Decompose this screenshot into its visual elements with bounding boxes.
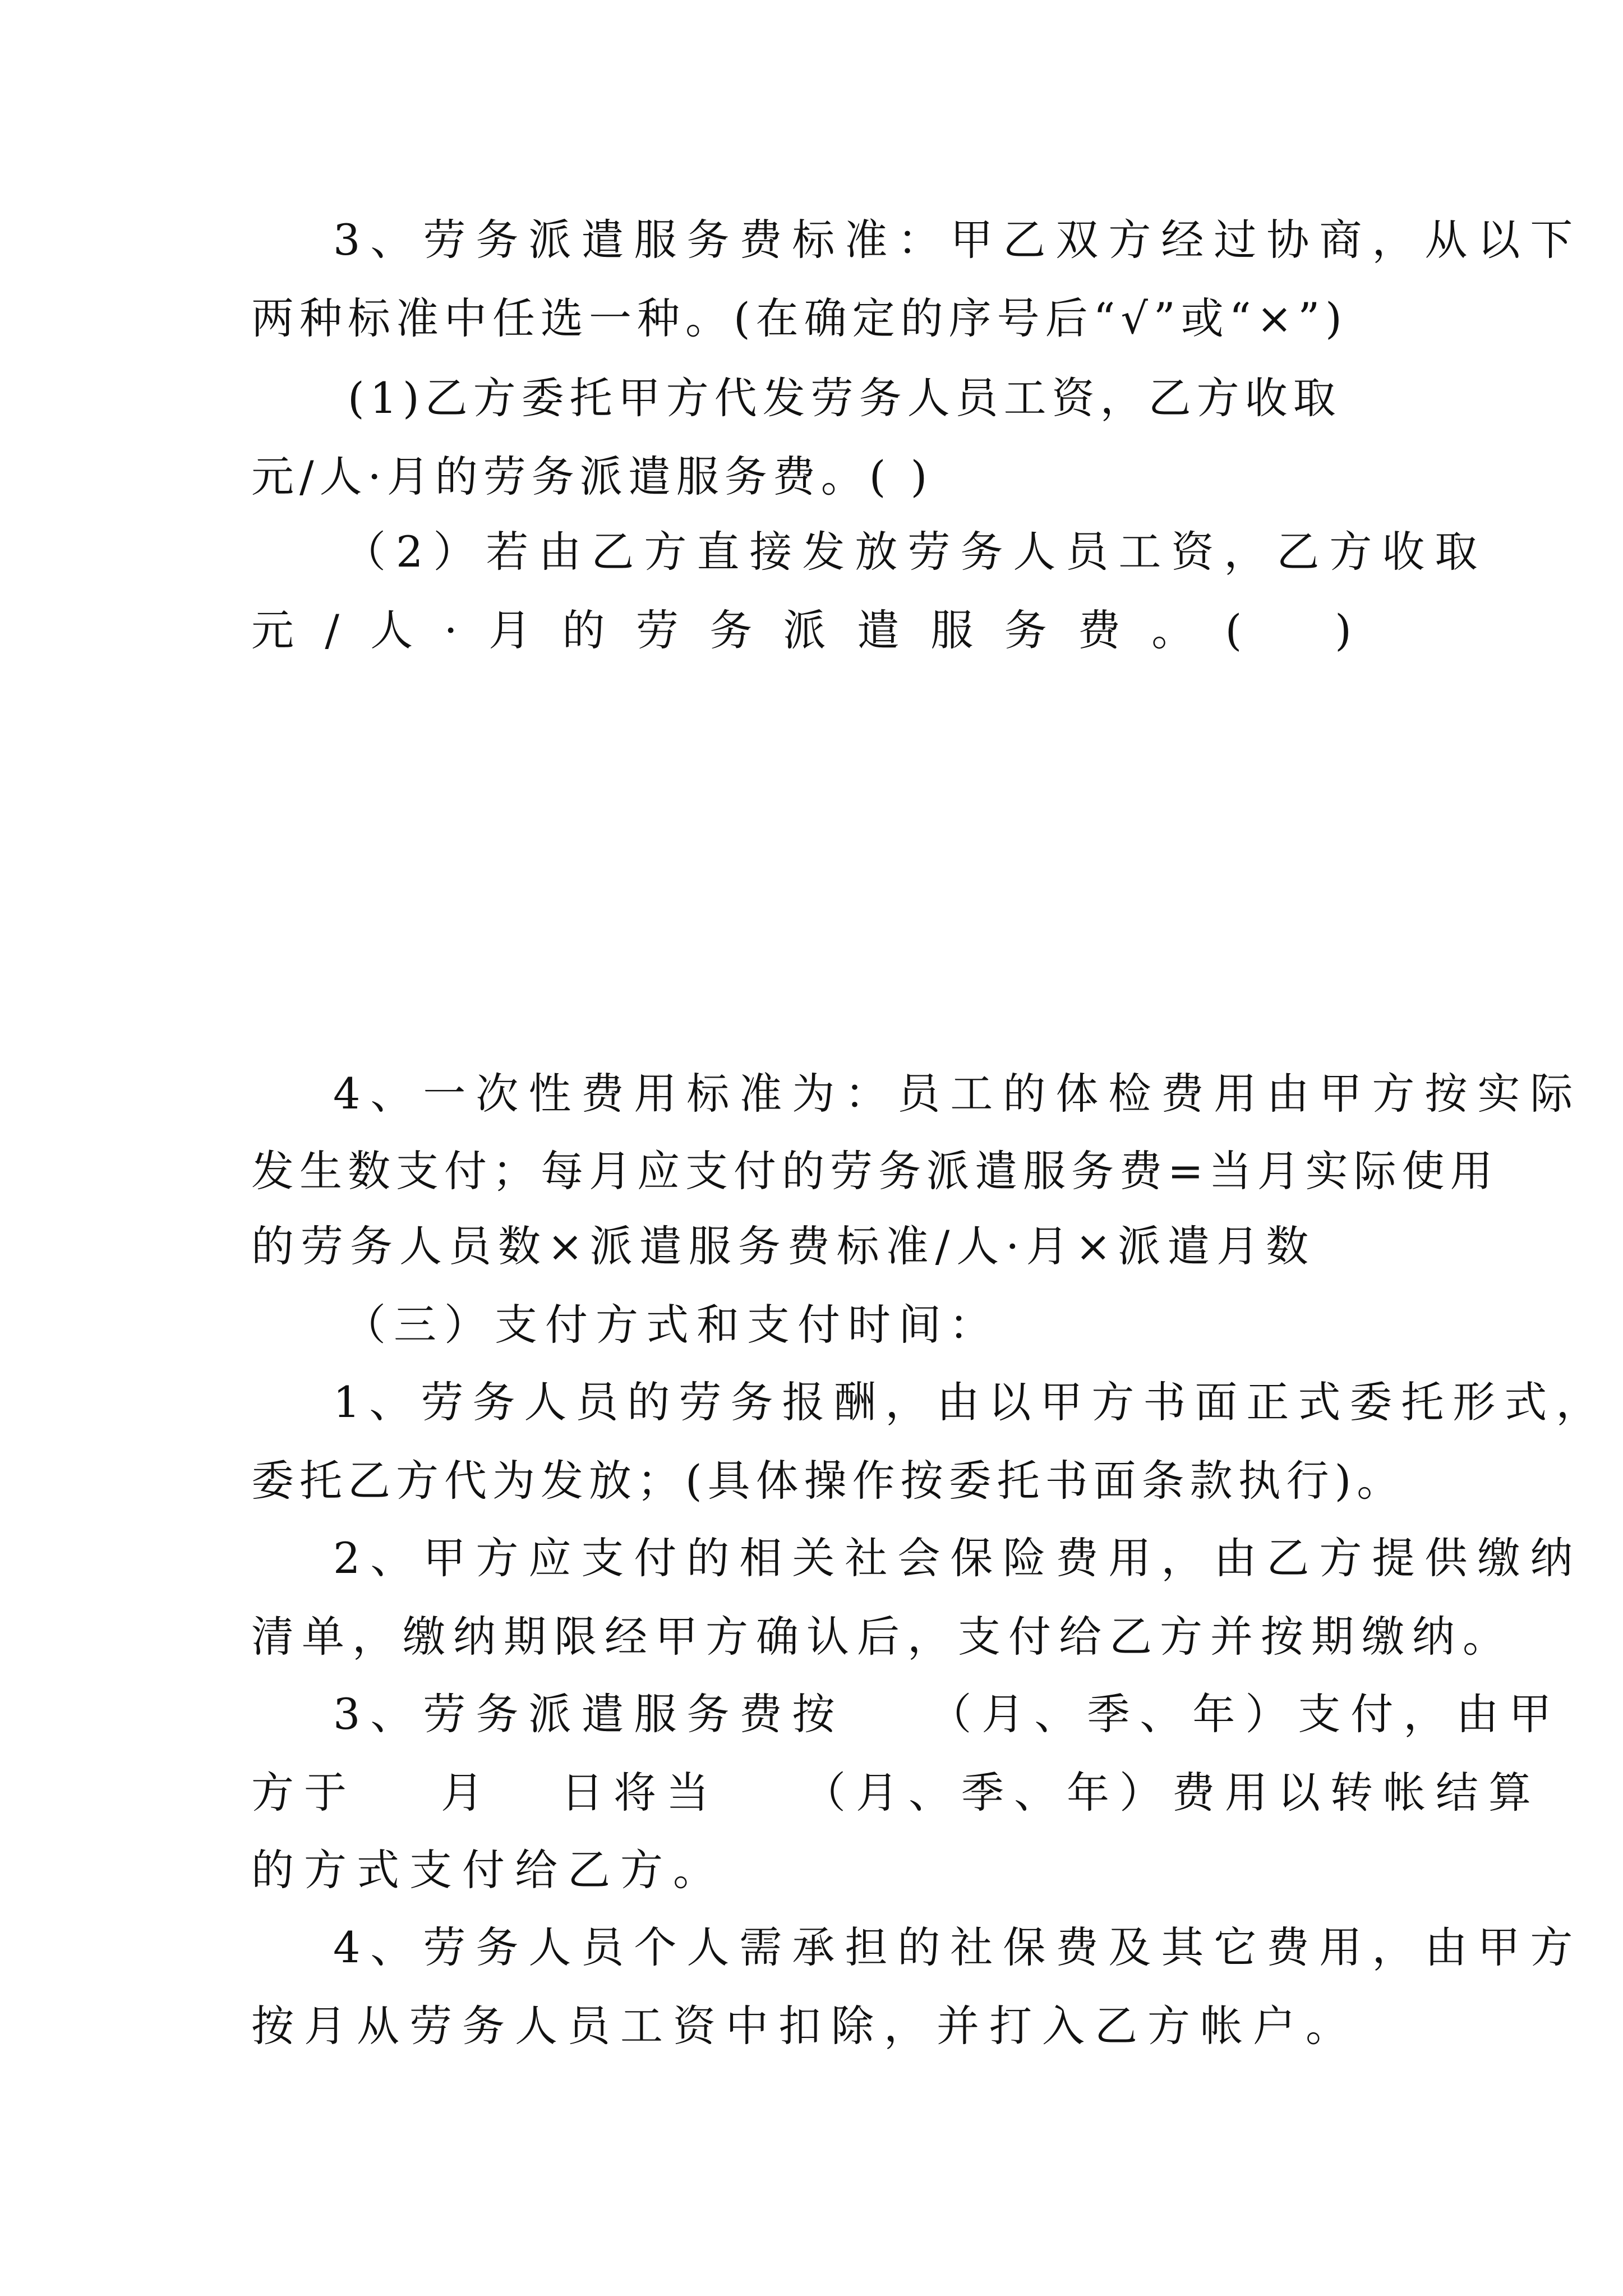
- item-3-text: 方于: [251, 1768, 357, 1818]
- item-3-text: （月、季、年）费用以转帐结算: [803, 1768, 1541, 1818]
- item-3-text: 日将当: [561, 1768, 719, 1818]
- option-1-line-1: (1)乙方委托甲方代发劳务人员工资，乙方收取: [348, 373, 1341, 423]
- clause-4-line-2: 发生数支付；每月应支付的劳务派遣服务费=当月实际使用: [251, 1146, 1498, 1196]
- item-2-line-1: 2、甲方应支付的相关社会保险费用，由乙方提供缴纳: [333, 1533, 1583, 1583]
- option-2-char: 劳: [635, 605, 679, 655]
- option-2-char: 遣: [856, 605, 900, 655]
- clause-4-line-1: 4、一次性费用标准为：员工的体检费用由甲方按实际: [333, 1069, 1583, 1119]
- item-2-line-2: 清单，缴纳期限经甲方确认后，支付给乙方并按期缴纳。: [251, 1612, 1513, 1662]
- option-2-char: 务: [709, 605, 753, 655]
- option-2-char: 派: [783, 605, 826, 655]
- item-3-line-2: [251, 1765, 1541, 1821]
- option-2-char: 月: [488, 605, 532, 655]
- option-2-char: 人: [370, 605, 413, 655]
- section-3-heading: （三）支付方式和支付时间：: [343, 1300, 999, 1350]
- option-2-char: /: [325, 605, 339, 655]
- option-2-line-2: [251, 602, 1352, 659]
- item-3-text: （月、季、年）支付，由甲: [929, 1689, 1562, 1739]
- option-2-char: 务: [1004, 605, 1047, 655]
- option-2-char: (: [1225, 605, 1242, 655]
- clause-4-line-3: 的劳务人员数×派遣服务费标准/人·月×派遣月数: [251, 1221, 1316, 1271]
- item-3-line-3: 的方式支付给乙方。: [251, 1845, 726, 1895]
- option-1-line-2: 元/人·月的劳务派遣服务费。( ): [251, 452, 933, 501]
- item-1-line-1: 1、劳务人员的劳务报酬，由以甲方书面正式委托形式，: [333, 1377, 1608, 1427]
- item-1-line-2: 委托乙方代为发放；(具体操作按委托书面条款执行)。: [251, 1456, 1405, 1506]
- item-3-text: 3、劳务派遣服务费按: [333, 1689, 845, 1739]
- option-2-char: 。: [1151, 605, 1195, 655]
- clause-3-line-2: 两种标准中任选一种。(在确定的序号后“√”或“×”): [251, 293, 1348, 343]
- option-2-char: 费: [1077, 605, 1121, 655]
- clause-3-line-1: 3、劳务派遣服务费标准：甲乙双方经过协商，从以下: [333, 215, 1583, 265]
- item-4-line-1: 4、劳务人员个人需承担的社保费及其它费用，由甲方: [333, 1922, 1583, 1972]
- option-2-char: ·: [444, 605, 458, 655]
- item-4-line-2: 按月从劳务人员工资中扣除，并打入乙方帐户。: [251, 2001, 1358, 2051]
- option-2-char: ): [1335, 605, 1352, 655]
- item-3-text: 月: [441, 1768, 494, 1818]
- option-2-char: 的: [562, 605, 605, 655]
- option-2-char: 服: [930, 605, 974, 655]
- option-2-line-1: （2）若由乙方直接发放劳务人员工资，乙方收取: [343, 527, 1488, 577]
- item-3-line-1: [333, 1686, 1562, 1742]
- option-2-char: 元: [251, 605, 294, 655]
